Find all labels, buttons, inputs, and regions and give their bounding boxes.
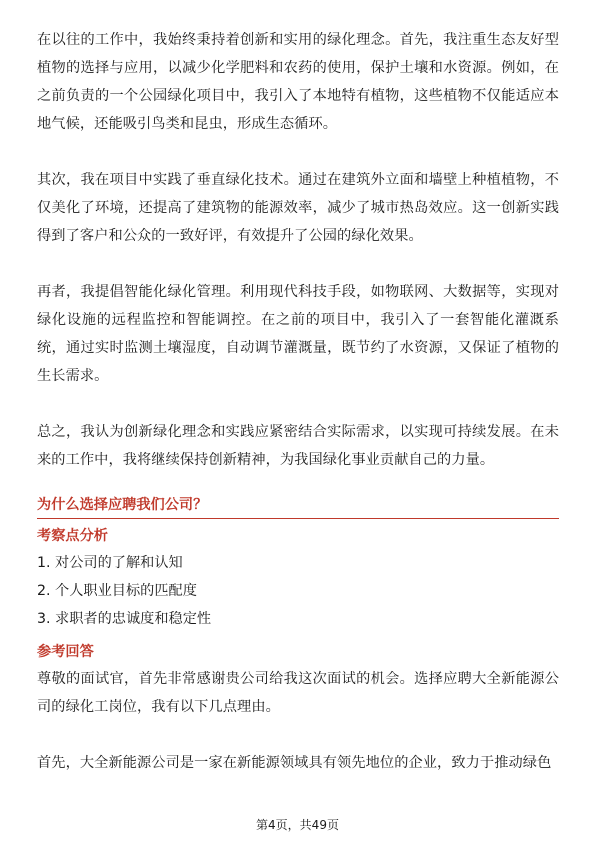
body-paragraph-2: 其次，我在项目中实践了垂直绿化技术。通过在建筑外立面和墙壁上种植植物，不仅美化了环境，还提高了建筑物的能源效率，减少了城市热岛效应。这一创新实践得到了客户和公众的一致好评，有效提升了公园的绿化效果。: [37, 172, 559, 244]
document-page: [37, 26, 559, 777]
list-item: 1. 对公司的了解和认知: [37, 555, 183, 571]
analysis-heading: 考察点分析: [37, 528, 108, 544]
body-paragraph-4: 总之，我认为创新绿化理念和实践应紧密结合实际需求，以实现可持续发展。在未来的工作中，我将继续保持创新精神，为我国绿化事业贡献自己的力量。: [37, 424, 559, 468]
section-divider: [37, 518, 559, 519]
answer-paragraph-2: 首先，大全新能源公司是一家在新能源领域具有领先地位的企业，致力于推动绿色: [37, 755, 552, 771]
answer-paragraph-1: 尊敬的面试官，首先非常感谢贵公司给我这次面试的机会。选择应聘大全新能源公司的绿化工岗位，我有以下几点理由。: [37, 671, 559, 715]
list-item: 3. 求职者的忠诚度和稳定性: [37, 611, 212, 627]
analysis-points: [37, 549, 559, 633]
question-title: 为什么选择应聘我们公司？: [37, 497, 208, 513]
body-paragraph-3: 再者，我提倡智能化绿化管理。利用现代科技手段，如物联网、大数据等，实现对绿化设施的远程监控和智能调控。在之前的项目中，我引入了一套智能化灌溉系统，通过实时监测土壤湿度，自动调节灌溉量，既节约了水资源，又保证了植物的生长需求。: [37, 284, 559, 384]
list-item: 2. 个人职业目标的匹配度: [37, 583, 197, 599]
answer-heading: 参考回答: [37, 644, 94, 660]
body-paragraph-1: 在以往的工作中，我始终秉持着创新和实用的绿化理念。首先，我注重生态友好型植物的选择与应用，以减少化学肥料和农药的使用，保护土壤和水资源。例如，在之前负责的一个公园绿化项目中，我引入了本地特有植物，这些植物不仅能适应本地气候，还能吸引鸟类和昆虫，形成生态循环。: [37, 32, 559, 132]
page-number: 第4页，共49页: [256, 818, 339, 832]
